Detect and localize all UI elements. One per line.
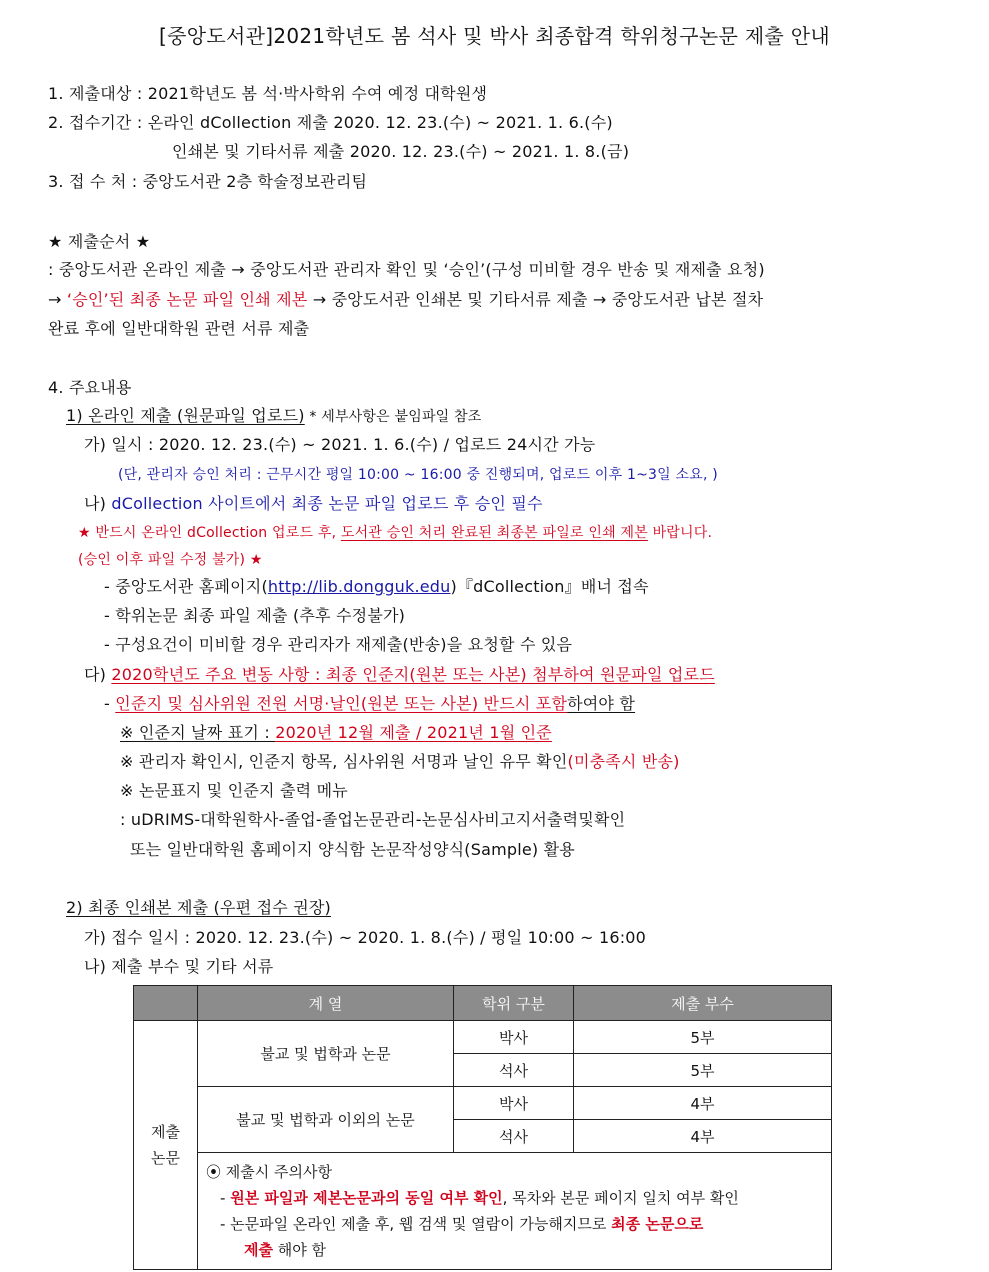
degree-cell: 박사 — [454, 1087, 574, 1120]
notes-heading: ⦿ 제출시 주의사항 — [206, 1163, 332, 1181]
print-menu-heading: ※ 논문표지 및 인준지 출력 메뉴 — [120, 781, 348, 800]
print-menu-path: : uDRIMS-대학원학사-졸업-졸업논문관리-논문심사비고지서출력및확인 — [120, 810, 626, 829]
notes-cell — [198, 1153, 832, 1270]
part-1-na — [84, 493, 543, 515]
part-1-da-text: 2020학년도 주요 변동 사항 : 최종 인준지(원본 또는 사본) 첨부하여 원문파일 업로드 — [111, 665, 715, 684]
table-row — [134, 1087, 832, 1120]
degree-cell: 석사 — [454, 1054, 574, 1087]
count-cell: 5부 — [574, 1021, 832, 1054]
part-1-da-prefix: 다) — [84, 665, 112, 684]
note-1 — [206, 1185, 823, 1211]
order-line-2-prefix: → — [48, 290, 67, 309]
detail-homepage-b: )『dCollection』배너 접속 — [450, 577, 649, 596]
library-homepage-link[interactable]: http://lib.dongguk.edu — [267, 577, 451, 596]
approval-requirement-rest: 하여야 함 — [567, 694, 636, 713]
table-header-blank — [134, 986, 198, 1021]
table-header-count: 제출 부수 — [574, 986, 832, 1021]
part-2-title — [66, 897, 331, 919]
note-3-highlight: 제출 — [244, 1241, 273, 1259]
detail-homepage-a: - 중앙도서관 홈페이지( — [104, 577, 268, 596]
note-1-highlight: 원본 파일과 제본논문과의 동일 여부 확인 — [230, 1189, 503, 1207]
count-cell: 5부 — [574, 1054, 832, 1087]
part-2-ga: 가) 접수 일시 : 2020. 12. 23.(수) ~ 2020. 1. 8.(수) / 평일 10:00 ~ 16:00 — [84, 928, 647, 947]
section-1-value: 2021학년도 봄 석·박사학위 수여 예정 대학원생 — [147, 84, 488, 103]
approval-sheet-requirement — [104, 693, 635, 715]
warning-part-a: ★ 반드시 온라인 dCollection 업로드 후, — [78, 525, 341, 541]
admin-check — [120, 751, 680, 773]
part-1-na-prefix: 나) — [84, 494, 112, 513]
note-2-highlight: 최종 논문으로 — [611, 1215, 704, 1233]
order-line-2 — [48, 289, 763, 311]
section-4-heading: 4. 주요내용 — [48, 378, 132, 397]
order-line-3: 완료 후에 일반대학원 관련 서류 제출 — [48, 319, 310, 338]
part-2-title-text: 2) 최종 인쇄본 제출 (우편 접수 권장) — [66, 898, 331, 917]
print-menu-alt: 또는 일반대학원 홈페이지 양식함 논문작성양식(Sample) 활용 — [130, 840, 575, 859]
admin-check-text: ※ 관리자 확인시, 인준지 항목, 심사위원 서명과 날인 유무 확인 — [120, 752, 568, 771]
section-2-line2: 인쇄본 및 기타서류 제출 2020. 12. 23.(수) ~ 2021. 1. 8.(금) — [172, 142, 630, 161]
section-3-place — [48, 171, 367, 193]
detail-final-file: - 학위논문 최종 파일 제출 (추후 수정불가) — [104, 606, 406, 625]
date-notation-value: 2020년 12월 제출 / 2021년 1월 인준 — [275, 723, 552, 742]
order-heading: ★ 제출순서 ★ — [48, 232, 151, 251]
section-3-value: 중앙도서관 2층 학술정보관리팀 — [142, 172, 368, 191]
order-line-2-highlight: ‘승인’된 최종 논문 파일 인쇄 제본 — [66, 290, 308, 309]
table-header-field: 계 열 — [198, 986, 454, 1021]
section-3-label: 3. 접 수 처 : — [48, 172, 143, 191]
detail-resubmit: - 구성요건이 미비할 경우 관리자가 재제출(반송)을 요청할 수 있음 — [104, 635, 573, 654]
part-1-ga: 가) 일시 : 2020. 12. 23.(수) ~ 2021. 1. 6.(수) / 업로드 24시간 가능 — [84, 435, 596, 454]
part-1-da — [84, 664, 715, 686]
count-cell: 4부 — [574, 1087, 832, 1120]
section-2-label: 2. 접수기간 : — [48, 113, 148, 132]
approval-prefix: - — [104, 694, 116, 713]
approval-requirement-red: 인준지 및 심사위원 전원 서명·날인(원본 또는 사본) 반드시 포함 — [115, 694, 568, 713]
detail-homepage — [104, 576, 649, 598]
part-1-title: 1) 온라인 제출 (원문파일 업로드) — [66, 406, 305, 425]
part-2-na: 나) 제출 부수 및 기타 서류 — [84, 957, 274, 976]
section-2-line1: 온라인 dCollection 제출 2020. 12. 23.(수) ~ 2021. 1. 6.(수) — [147, 113, 613, 132]
degree-cell: 석사 — [454, 1120, 574, 1153]
note-1-prefix: - — [220, 1189, 231, 1207]
table-header-row — [134, 986, 832, 1021]
row-label-cell — [134, 1021, 198, 1270]
order-line-1: : 중앙도서관 온라인 제출 → 중앙도서관 관리자 확인 및 ‘승인’(구성 미비할 경우 반송 및 재제출 요청) — [48, 260, 765, 279]
group-name: 불교 및 법학과 논문 — [198, 1021, 454, 1087]
note-2 — [206, 1211, 823, 1237]
count-cell: 4부 — [574, 1120, 832, 1153]
table-row — [134, 1021, 832, 1054]
warning-part-b: 도서관 승인 처리 완료된 최종본 파일로 인쇄 제본 — [340, 525, 648, 541]
part-1-ga-note: (단, 관리자 승인 처리 : 근무시간 평일 10:00 ~ 16:00 중 진행되며, 업로드 이후 1~3일 소요, ) — [118, 467, 718, 483]
submission-table — [133, 985, 832, 1270]
note-1-rest: , 목차와 본문 페이지 일치 여부 확인 — [502, 1189, 739, 1207]
warning-line-2: (승인 이후 파일 수정 불가) ★ — [78, 552, 263, 568]
page-title: [중앙도서관]2021학년도 봄 석사 및 박사 최종합격 학위청구논문 제출 안내 — [159, 24, 830, 48]
warning-line-1 — [78, 522, 712, 544]
order-line-2-rest: → 중앙도서관 인쇄본 및 기타서류 제출 → 중앙도서관 납본 절차 — [307, 290, 764, 309]
note-3-rest: 해야 함 — [272, 1241, 326, 1259]
date-notation-label: ※ 인준지 날짜 표기 : — [120, 723, 276, 742]
degree-cell: 박사 — [454, 1021, 574, 1054]
part-1-na-text: dCollection 사이트에서 최종 논문 파일 업로드 후 승인 필수 — [111, 494, 543, 513]
note-2-text: - 논문파일 온라인 제출 후, 웹 검색 및 열람이 가능해지므로 — [220, 1215, 612, 1233]
group-name: 불교 및 법학과 이외의 논문 — [198, 1087, 454, 1153]
table-notes-row — [134, 1153, 832, 1270]
table-header-degree: 학위 구분 — [454, 986, 574, 1021]
row-label-line-1: 제출 — [151, 1123, 180, 1141]
date-notation — [120, 722, 552, 744]
section-2-period — [48, 112, 613, 134]
row-label-line-2: 논문 — [151, 1149, 180, 1167]
section-1-target — [48, 83, 487, 105]
part-1-note: * 세부사항은 붙임파일 참조 — [304, 409, 482, 425]
part-1-heading — [66, 405, 482, 428]
admin-check-warning: (미충족시 반송) — [567, 752, 680, 771]
section-1-label: 1. 제출대상 : — [48, 84, 148, 103]
note-3 — [206, 1237, 823, 1263]
warning-part-c: 바랍니다. — [647, 525, 713, 541]
